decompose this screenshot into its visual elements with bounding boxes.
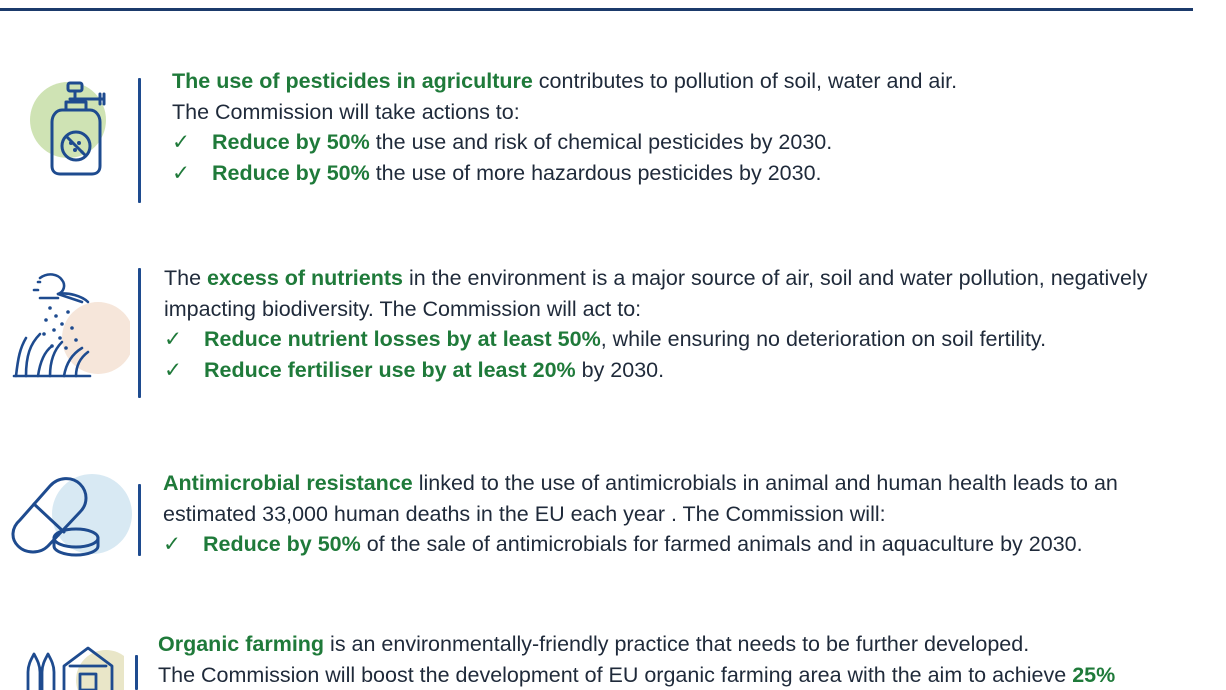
highlight-text: Reduce by 50%: [212, 130, 370, 154]
body-text: The Commission will boost the development of EU organic farming area with the aim to achieve: [158, 662, 1073, 687]
section-divider-bar: [138, 78, 141, 203]
intro-line: [158, 629, 1115, 660]
check-item: [163, 529, 1118, 560]
body-text: contributes to pollution of soil, water and air.: [532, 69, 958, 93]
highlight-text: excess of nutrients: [207, 266, 403, 290]
section-text: [172, 66, 957, 188]
intro-line: [172, 66, 957, 97]
checkmark-icon: ✓: [163, 532, 182, 556]
highlight-text: 25%: [1072, 662, 1116, 687]
checkmark-icon: ✓: [172, 160, 191, 185]
body-line: [158, 660, 1115, 690]
body-text: in the environment is a major source of air, soil and water pollution, negatively: [403, 266, 1148, 290]
check-item: [172, 158, 957, 189]
highlight-text: The use of pesticides in agriculture: [172, 69, 533, 93]
pesticide-sprayer-icon: [26, 80, 116, 180]
check-item: [172, 127, 957, 158]
body-text: The: [164, 266, 208, 290]
checkmark-icon: ✓: [172, 130, 191, 154]
section-text: [158, 629, 1115, 690]
intro-line: [163, 468, 1118, 499]
check-item: [164, 324, 1148, 355]
section-divider-bar: [138, 484, 141, 556]
body-line: impacting biodiversity. The Commission will act to:: [164, 296, 642, 321]
highlight-text: Reduce fertiliser use by at least 20%: [204, 357, 576, 382]
body-text: linked to the use of antimicrobials in animal and human health leads to an: [412, 471, 1118, 495]
check-item: [164, 355, 1148, 386]
section-text: [163, 468, 1118, 560]
checkmark-icon: ✓: [164, 327, 183, 351]
fertiliser-hand-icon: [10, 268, 130, 380]
body-text: is an environmentally-friendly practice that needs to be further developed.: [324, 632, 1030, 656]
body-text: , while ensuring no deterioration on soil fertility.: [600, 327, 1047, 351]
highlight-text: Antimicrobial resistance: [163, 471, 413, 495]
organic-farm-icon: [20, 640, 124, 690]
section-text: [164, 263, 1148, 385]
checkmark-icon: ✓: [164, 357, 183, 382]
highlight-text: Organic farming: [158, 632, 325, 656]
body-text: by 2030.: [575, 357, 665, 382]
section-divider-bar: [138, 268, 141, 398]
highlight-text: Reduce nutrient losses by at least 50%: [204, 327, 601, 351]
intro-line: [164, 263, 1148, 294]
body-text: the use of more hazardous pesticides by 2030.: [369, 160, 822, 185]
body-text: the use and risk of chemical pesticides by 2030.: [369, 130, 833, 154]
body-line: The Commission will take actions to:: [172, 99, 520, 124]
body-line: estimated 33,000 human deaths in the EU each year . The Commission will:: [163, 501, 886, 526]
top-rule: [0, 8, 1193, 11]
pills-icon: [6, 470, 132, 562]
section-divider-bar: [135, 655, 138, 690]
highlight-text: Reduce by 50%: [212, 160, 370, 185]
highlight-text: Reduce by 50%: [203, 532, 361, 556]
body-text: of the sale of antimicrobials for farmed animals and in aquaculture by 2030.: [360, 532, 1083, 556]
